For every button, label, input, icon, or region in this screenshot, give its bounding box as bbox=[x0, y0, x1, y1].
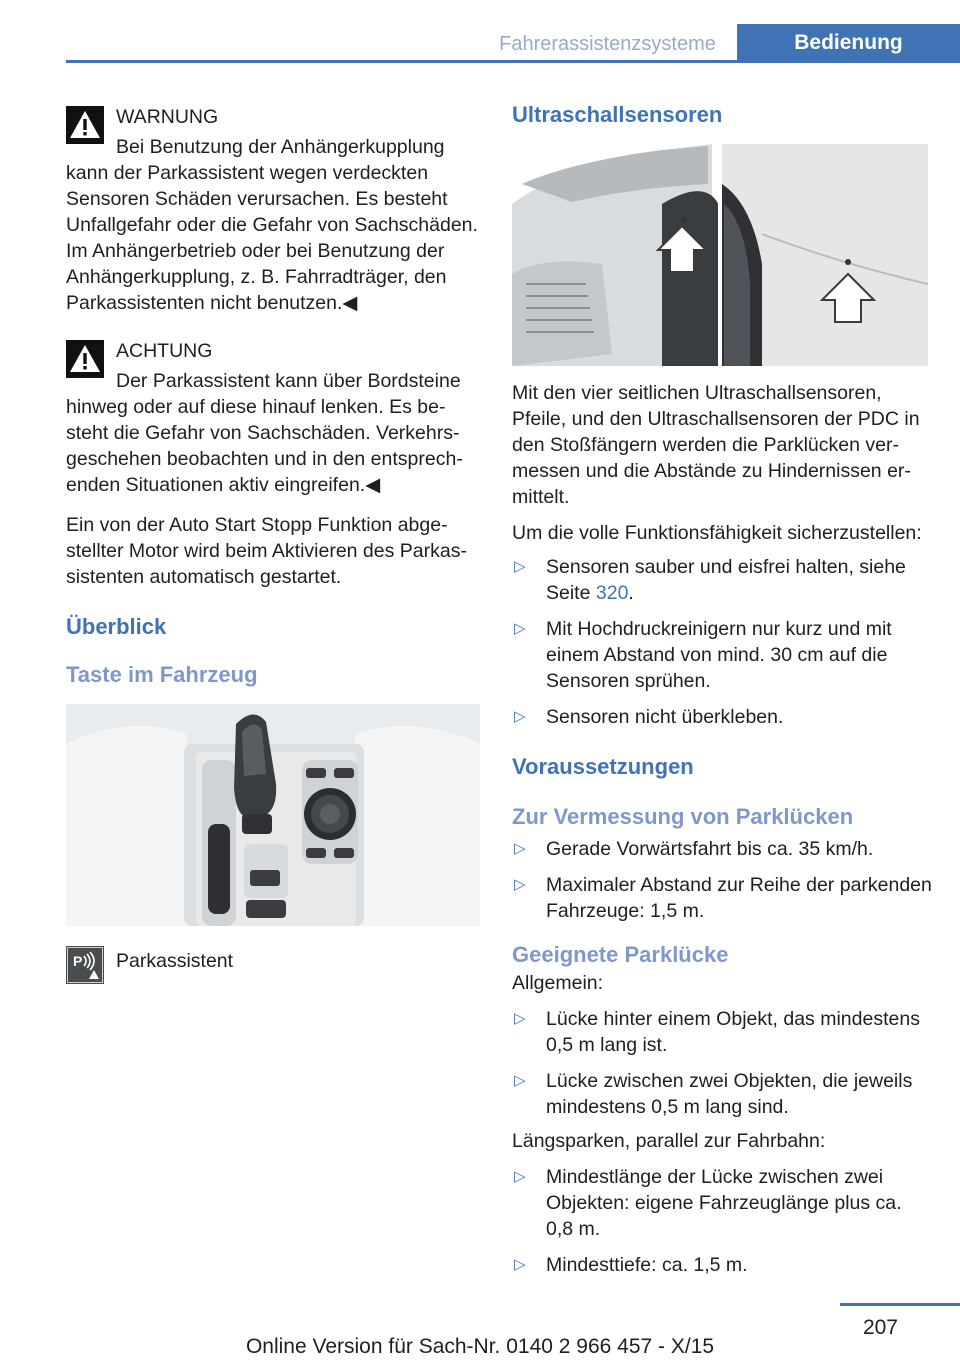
function-item-suffix: . bbox=[628, 582, 634, 604]
bullet-triangle-icon: ▷ bbox=[514, 620, 526, 637]
footer-rule bbox=[840, 1303, 960, 1306]
parallel-label: Längsparken, parallel zur Fahrbahn: bbox=[512, 1130, 826, 1152]
measure-item-text: Maximaler Abstand zur Reihe der parkenden Fahrzeuge: 1,5 m. bbox=[546, 874, 932, 922]
heading-button-in-vehicle: Taste im Fahrzeug bbox=[66, 662, 258, 687]
svg-text:P: P bbox=[73, 953, 83, 969]
page-number: 207 bbox=[862, 1316, 898, 1339]
button-caption-row bbox=[66, 946, 478, 990]
list-item bbox=[512, 1068, 932, 1120]
chapter-tab: Bedienung bbox=[737, 24, 960, 62]
bullet-triangle-icon: ▷ bbox=[514, 1168, 526, 1185]
heading-ultrasonic-sensors: Ultraschallsensoren bbox=[512, 102, 723, 127]
header-rule bbox=[66, 60, 960, 63]
measure-item-text: Gerade Vorwärtsfahrt bis ca. 35 km/h. bbox=[546, 838, 874, 860]
park-assist-caption: Parkassistent bbox=[116, 950, 234, 972]
online-version-footer: Online Version für Sach-Nr. 0140 2 966 457 - X/15 bbox=[245, 1335, 715, 1358]
bullet-triangle-icon: ▷ bbox=[514, 840, 526, 857]
parallel-list bbox=[512, 1164, 932, 1278]
caution-text: Der Parkassistent kann über Bordsteine hinweg oder auf diese hinauf lenken. Es besteht die Gefahr von Sachschäden. Verkehrsgeschehen beobachten und in den entsprechenden Situationen aktiv eingreifen.◀ bbox=[66, 370, 463, 496]
warning-notice bbox=[66, 104, 478, 316]
list-item bbox=[512, 554, 932, 606]
measure-list bbox=[512, 836, 932, 924]
center-console-illustration bbox=[66, 704, 480, 926]
list-item bbox=[512, 872, 932, 924]
bullet-triangle-icon: ▷ bbox=[514, 876, 526, 893]
parallel-item-text: Mindesttiefe: ca. 1,5 m. bbox=[546, 1254, 748, 1276]
car-sensor-illustration bbox=[512, 144, 928, 366]
function-item-text: Sensoren sauber und eisfrei halten, siehe Seite bbox=[546, 556, 906, 604]
caution-title: ACHTUNG bbox=[116, 340, 213, 362]
list-item bbox=[512, 836, 932, 862]
console-photo bbox=[66, 704, 480, 926]
list-item bbox=[512, 1164, 932, 1242]
general-item-text: Lücke zwischen zwei Objekten, die jeweils mindestens 0,5 m lang sind. bbox=[546, 1070, 913, 1118]
left-column bbox=[66, 104, 478, 990]
general-list bbox=[512, 1006, 932, 1120]
park-assist-button-icon bbox=[66, 946, 104, 984]
bullet-triangle-icon: ▷ bbox=[514, 1256, 526, 1273]
autostart-paragraph: Ein von der Auto Start Stopp Funktion abgestellter Motor wird beim Aktivieren des Parkassistenten automatisch gestartet. bbox=[66, 514, 467, 588]
section-title: Fahrerassistenzsysteme bbox=[499, 33, 716, 55]
heading-requirements: Voraussetzungen bbox=[512, 754, 694, 779]
general-label: Allgemein: bbox=[512, 972, 604, 994]
heading-suitable-space: Geeignete Parklücke bbox=[512, 942, 729, 967]
caution-notice bbox=[66, 338, 478, 498]
page-link-320[interactable]: 320 bbox=[595, 582, 629, 604]
warning-title: WARNUNG bbox=[116, 106, 219, 128]
bullet-triangle-icon: ▷ bbox=[514, 1072, 526, 1089]
list-item bbox=[512, 1006, 932, 1058]
page-header bbox=[0, 0, 960, 64]
list-item bbox=[512, 616, 932, 694]
caution-triangle-icon bbox=[66, 340, 104, 378]
bullet-triangle-icon: ▷ bbox=[514, 708, 526, 725]
right-column bbox=[512, 100, 932, 1278]
warning-text: Bei Benutzung der Anhängerkupplung kann der Parkassistent wegen verdeckten Sensoren Schäden verursachen. Es besteht Unfallgefahr oder die Gefahr von Sachschäden. Im Anhängerbetrieb oder bei Benutzung der Anhängerkupplung, z. B. Fahrradträger, den Parkassistenten nicht benutzen.◀ bbox=[66, 136, 478, 314]
function-item-text: Sensoren nicht überkleben. bbox=[546, 706, 784, 728]
function-list bbox=[512, 554, 932, 730]
bullet-triangle-icon: ▷ bbox=[514, 1010, 526, 1027]
list-item bbox=[512, 1252, 932, 1278]
warning-triangle-icon bbox=[66, 106, 104, 144]
parallel-item-text: Mindestlänge der Lücke zwischen zwei Objekten: eigene Fahrzeuglänge plus ca. 0,8 m. bbox=[546, 1166, 902, 1240]
list-item bbox=[512, 704, 932, 730]
sensor-photo bbox=[512, 144, 928, 366]
heading-overview: Überblick bbox=[66, 614, 167, 639]
sensors-description: Mit den vier seitlichen Ultraschallsensoren, Pfeile, und den Ultraschallsensoren der PDC in den Stoßfängern werden die Parklücken vermessen und die Abstände zu Hindernissen ermittelt. bbox=[512, 382, 920, 508]
function-intro: Um die volle Funktionsfähigkeit sicherzustellen: bbox=[512, 522, 922, 544]
bullet-triangle-icon: ▷ bbox=[514, 558, 526, 575]
function-item-text: Mit Hochdruckreinigern nur kurz und mit einem Abstand von mind. 30 cm auf die Sensoren sprühen. bbox=[546, 618, 892, 692]
general-item-text: Lücke hinter einem Objekt, das mindestens 0,5 m lang ist. bbox=[546, 1008, 920, 1056]
heading-measure-spaces: Zur Vermessung von Parklücken bbox=[512, 804, 854, 829]
